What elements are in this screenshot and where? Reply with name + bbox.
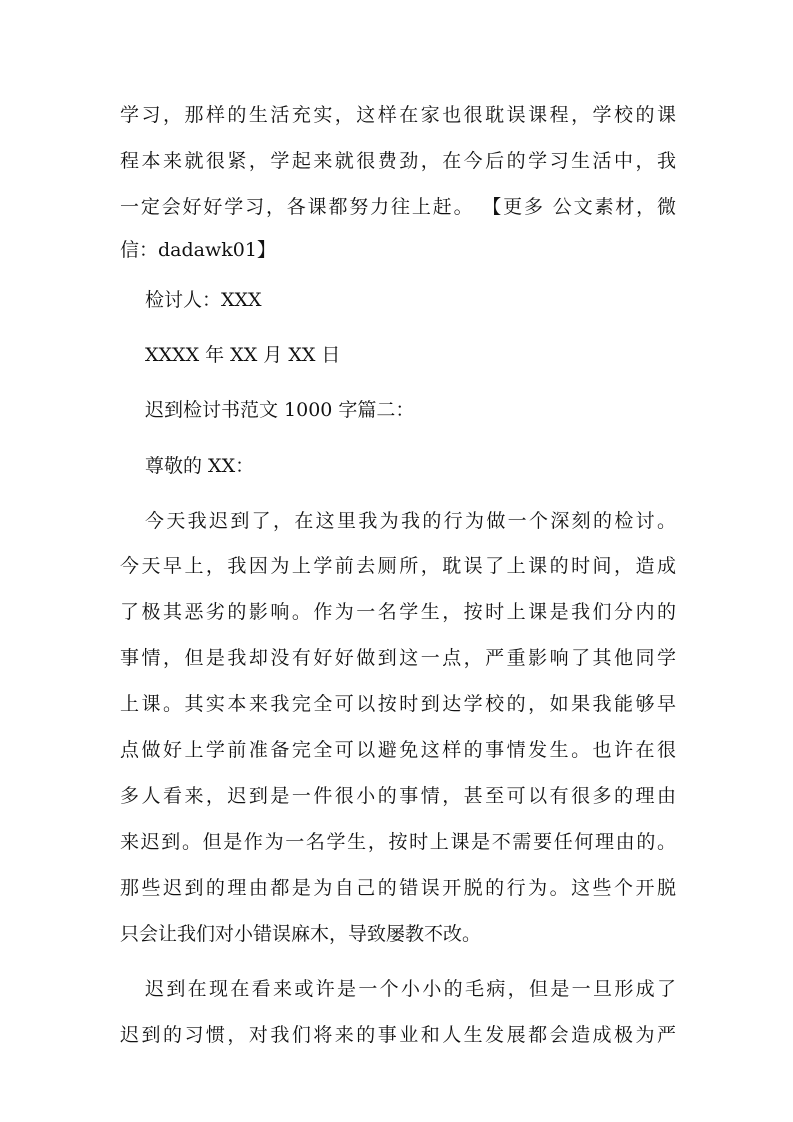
section-title: 迟到检讨书范文 1000 字篇二： bbox=[145, 399, 415, 421]
paragraph-line: 迟到在现在看来或许是一个小小的毛病，但是一旦形成了 bbox=[145, 978, 676, 1000]
paragraph-line: 今天早上，我因为上学前去厕所，耽误了上课的时间，造成 bbox=[120, 555, 676, 577]
inspector-signature: 检讨人：XXX bbox=[145, 289, 262, 311]
paragraph-line: 多人看来，迟到是一件很小的事情，甚至可以有很多的理由 bbox=[120, 785, 676, 807]
paragraph-line: 程本来就很紧，学起来就很费劲，在今后的学习生活中，我 bbox=[120, 150, 676, 172]
paragraph-line: 学习，那样的生活充实，这样在家也很耽误课程，学校的课 bbox=[120, 104, 676, 126]
salutation: 尊敬的 XX： bbox=[145, 455, 255, 477]
paragraph-line: 迟到的习惯，对我们将来的事业和人生发展都会造成极为严 bbox=[120, 1024, 676, 1046]
paragraph-line: 事情，但是我却没有好好做到这一点，严重影响了其他同学 bbox=[120, 647, 676, 669]
paragraph-line: 了极其恶劣的影响。作为一名学生，按时上课是我们分内的 bbox=[120, 601, 676, 623]
paragraph-line: 点做好上学前准备完全可以避免这样的事情发生。也许在很 bbox=[120, 739, 676, 761]
document-date: XXXX 年 XX 月 XX 日 bbox=[145, 344, 341, 366]
paragraph-line: 只会让我们对小错误麻木，导致屡教不改。 bbox=[120, 923, 482, 945]
paragraph-line: 来迟到。但是作为一名学生，按时上课是不需要任何理由的。 bbox=[120, 831, 676, 853]
paragraph-line: 信：dadawk01】 bbox=[120, 239, 276, 261]
paragraph-line: 今天我迟到了，在这里我为我的行为做一个深刻的检讨。 bbox=[145, 510, 676, 532]
paragraph-line: 上课。其实本来我完全可以按时到达学校的，如果我能够早 bbox=[120, 693, 676, 715]
paragraph-line: 一定会好好学习，各课都努力往上赶。 【更多 公文素材，微 bbox=[120, 196, 676, 218]
paragraph-line: 那些迟到的理由都是为自己的错误开脱的行为。这些个开脱 bbox=[120, 877, 676, 899]
